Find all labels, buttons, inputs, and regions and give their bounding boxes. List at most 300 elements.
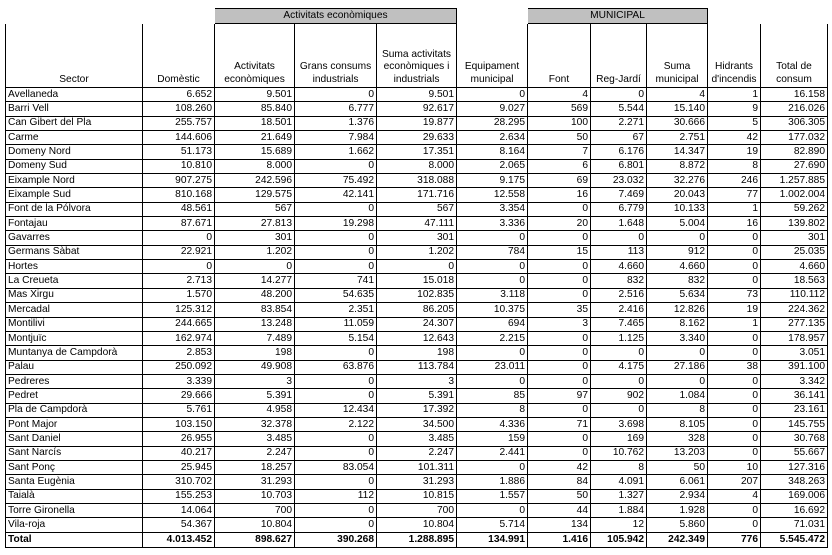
total-value: 105.942 — [591, 532, 647, 547]
value-cell: 0 — [295, 475, 377, 489]
value-cell: 50 — [528, 489, 591, 503]
table-row — [6, 389, 828, 403]
value-cell: 301 — [377, 231, 457, 245]
value-cell: 29.666 — [143, 389, 215, 403]
value-cell: 6.801 — [591, 159, 647, 173]
value-cell: 0 — [295, 202, 377, 216]
value-cell: 3.336 — [457, 217, 528, 231]
table-row — [6, 518, 828, 532]
value-cell: 25.945 — [143, 460, 215, 474]
value-cell: 87.671 — [143, 217, 215, 231]
value-cell: 832 — [591, 274, 647, 288]
value-cell: 113 — [591, 245, 647, 259]
value-cell: 244.665 — [143, 317, 215, 331]
value-cell: 83.854 — [215, 303, 295, 317]
value-cell: 0 — [295, 159, 377, 173]
value-cell: 5.004 — [647, 217, 708, 231]
value-cell: 0 — [295, 231, 377, 245]
value-cell: 8.164 — [457, 145, 528, 159]
value-cell: 3.340 — [647, 331, 708, 345]
value-cell: 4 — [708, 489, 761, 503]
value-cell: 0 — [295, 518, 377, 532]
value-cell: 19.298 — [295, 217, 377, 231]
value-cell: 77 — [708, 188, 761, 202]
sector-cell: Fontajau — [6, 217, 143, 231]
table-row — [6, 174, 828, 188]
sector-cell: Mas Xirgu — [6, 288, 143, 302]
table-row — [6, 432, 828, 446]
value-cell: 71 — [528, 417, 591, 431]
value-cell: 38 — [708, 360, 761, 374]
value-cell: 14.347 — [647, 145, 708, 159]
value-cell: 3.342 — [761, 374, 828, 388]
value-cell: 144.606 — [143, 131, 215, 145]
value-cell: 0 — [647, 374, 708, 388]
sector-cell: Taialà — [6, 489, 143, 503]
value-cell: 8.000 — [377, 159, 457, 173]
value-cell: 784 — [457, 245, 528, 259]
sector-cell: Torre Gironella — [6, 503, 143, 517]
value-cell: 0 — [295, 260, 377, 274]
value-cell: 15 — [528, 245, 591, 259]
value-cell: 12.826 — [647, 303, 708, 317]
column-header: Total de consum — [761, 24, 828, 88]
value-cell: 694 — [457, 317, 528, 331]
value-cell: 2.441 — [457, 446, 528, 460]
table-row — [6, 503, 828, 517]
total-value: 1.416 — [528, 532, 591, 547]
value-cell: 3.118 — [457, 288, 528, 302]
value-cell: 92.617 — [377, 102, 457, 116]
sector-cell: Carme — [6, 131, 143, 145]
value-cell: 0 — [528, 403, 591, 417]
value-cell: 6.061 — [647, 475, 708, 489]
value-cell: 902 — [591, 389, 647, 403]
value-cell: 145.755 — [761, 417, 828, 431]
value-cell: 1.084 — [647, 389, 708, 403]
column-header: Sector — [6, 24, 143, 88]
group-header-activitats: Activitats econòmiques — [215, 9, 457, 24]
sector-cell: Montjuïc — [6, 331, 143, 345]
value-cell: 36.141 — [761, 389, 828, 403]
value-cell: 0 — [708, 231, 761, 245]
value-cell: 328 — [647, 432, 708, 446]
value-cell: 10.133 — [647, 202, 708, 216]
value-cell: 22.921 — [143, 245, 215, 259]
value-cell: 15.018 — [377, 274, 457, 288]
value-cell: 567 — [215, 202, 295, 216]
value-cell: 34.500 — [377, 417, 457, 431]
value-cell: 51.173 — [143, 145, 215, 159]
value-cell: 5.391 — [377, 389, 457, 403]
value-cell: 4.175 — [591, 360, 647, 374]
value-cell: 169 — [591, 432, 647, 446]
value-cell: 13.248 — [215, 317, 295, 331]
value-cell: 318.088 — [377, 174, 457, 188]
value-cell: 0 — [528, 432, 591, 446]
value-cell: 4.091 — [591, 475, 647, 489]
value-cell: 9 — [708, 102, 761, 116]
value-cell: 2.516 — [591, 288, 647, 302]
sector-cell: Barri Vell — [6, 102, 143, 116]
value-cell: 2.713 — [143, 274, 215, 288]
value-cell: 301 — [215, 231, 295, 245]
value-cell: 27.690 — [761, 159, 828, 173]
value-cell: 0 — [708, 417, 761, 431]
value-cell: 0 — [708, 374, 761, 388]
value-cell: 306.305 — [761, 116, 828, 130]
value-cell: 1.557 — [457, 489, 528, 503]
value-cell: 162.974 — [143, 331, 215, 345]
value-cell: 3.354 — [457, 202, 528, 216]
value-cell: 9.501 — [215, 88, 295, 102]
value-cell: 5.154 — [295, 331, 377, 345]
value-cell: 4 — [647, 88, 708, 102]
value-cell: 85.840 — [215, 102, 295, 116]
value-cell: 4.660 — [761, 260, 828, 274]
value-cell: 8 — [457, 403, 528, 417]
value-cell: 0 — [708, 260, 761, 274]
total-value: 1.288.895 — [377, 532, 457, 547]
value-cell: 3.485 — [215, 432, 295, 446]
value-cell: 19 — [708, 145, 761, 159]
value-cell: 10.375 — [457, 303, 528, 317]
value-cell: 10.762 — [591, 446, 647, 460]
table-row — [6, 202, 828, 216]
value-cell: 907.275 — [143, 174, 215, 188]
value-cell: 0 — [457, 374, 528, 388]
table-row — [6, 102, 828, 116]
value-cell: 21.649 — [215, 131, 295, 145]
value-cell: 391.100 — [761, 360, 828, 374]
value-cell: 1.202 — [377, 245, 457, 259]
table-row — [6, 475, 828, 489]
sector-cell: Sant Narcís — [6, 446, 143, 460]
value-cell: 73 — [708, 288, 761, 302]
value-cell: 7.489 — [215, 331, 295, 345]
value-cell: 100 — [528, 116, 591, 130]
column-header: Font — [528, 24, 591, 88]
value-cell: 5 — [708, 116, 761, 130]
value-cell: 0 — [647, 346, 708, 360]
sector-cell: Font de la Pólvora — [6, 202, 143, 216]
value-cell: 198 — [215, 346, 295, 360]
total-label: Total — [6, 532, 143, 547]
value-cell: 15.140 — [647, 102, 708, 116]
sector-cell: Pedret — [6, 389, 143, 403]
value-cell: 2.215 — [457, 331, 528, 345]
value-cell: 0 — [528, 331, 591, 345]
value-cell: 82.890 — [761, 145, 828, 159]
value-cell: 17.351 — [377, 145, 457, 159]
value-cell: 0 — [528, 360, 591, 374]
value-cell: 110.112 — [761, 288, 828, 302]
value-cell: 19.877 — [377, 116, 457, 130]
value-cell: 112 — [295, 489, 377, 503]
table-row — [6, 274, 828, 288]
value-cell: 1.570 — [143, 288, 215, 302]
value-cell: 0 — [528, 274, 591, 288]
table-row — [6, 88, 828, 102]
value-cell: 101.311 — [377, 460, 457, 474]
value-cell: 29.633 — [377, 131, 457, 145]
value-cell: 16 — [708, 217, 761, 231]
sector-cell: Palau — [6, 360, 143, 374]
value-cell: 102.835 — [377, 288, 457, 302]
value-cell: 912 — [647, 245, 708, 259]
value-cell: 44 — [528, 503, 591, 517]
value-cell: 1.884 — [591, 503, 647, 517]
value-cell: 103.150 — [143, 417, 215, 431]
column-header: Equipament municipal — [457, 24, 528, 88]
value-cell: 0 — [528, 446, 591, 460]
table-row — [6, 360, 828, 374]
value-cell: 277.135 — [761, 317, 828, 331]
value-cell: 30.768 — [761, 432, 828, 446]
value-cell: 27.813 — [215, 217, 295, 231]
value-cell: 48.200 — [215, 288, 295, 302]
value-cell: 250.092 — [143, 360, 215, 374]
value-cell: 12.643 — [377, 331, 457, 345]
value-cell: 0 — [457, 503, 528, 517]
table-row — [6, 374, 828, 388]
value-cell: 108.260 — [143, 102, 215, 116]
value-cell: 0 — [295, 346, 377, 360]
value-cell: 10.703 — [215, 489, 295, 503]
value-cell: 0 — [708, 432, 761, 446]
value-cell: 8.105 — [647, 417, 708, 431]
value-cell: 14.277 — [215, 274, 295, 288]
value-cell: 84 — [528, 475, 591, 489]
sector-cell: Montilivi — [6, 317, 143, 331]
value-cell: 8 — [708, 159, 761, 173]
value-cell: 4.336 — [457, 417, 528, 431]
value-cell: 0 — [295, 374, 377, 388]
value-cell: 3.698 — [591, 417, 647, 431]
value-cell: 198 — [377, 346, 457, 360]
table-row — [6, 288, 828, 302]
value-cell: 12.558 — [457, 188, 528, 202]
table-row — [6, 317, 828, 331]
value-cell: 69 — [528, 174, 591, 188]
value-cell: 19 — [708, 303, 761, 317]
table-row — [6, 217, 828, 231]
value-cell: 3.339 — [143, 374, 215, 388]
sector-cell: Domeny Sud — [6, 159, 143, 173]
table-row — [6, 260, 828, 274]
value-cell: 0 — [528, 346, 591, 360]
value-cell: 30.666 — [647, 116, 708, 130]
value-cell: 12.434 — [295, 403, 377, 417]
value-cell: 16.692 — [761, 503, 828, 517]
sector-cell: Can Gibert del Pla — [6, 116, 143, 130]
value-cell: 8.000 — [215, 159, 295, 173]
total-value: 776 — [708, 532, 761, 547]
value-cell: 50 — [528, 131, 591, 145]
value-cell: 2.853 — [143, 346, 215, 360]
sector-cell: Sant Ponç — [6, 460, 143, 474]
value-cell: 0 — [143, 231, 215, 245]
value-cell: 0 — [295, 88, 377, 102]
value-cell: 0 — [528, 288, 591, 302]
value-cell: 42 — [528, 460, 591, 474]
table-row — [6, 460, 828, 474]
value-cell: 2.065 — [457, 159, 528, 173]
value-cell: 23.011 — [457, 360, 528, 374]
value-cell: 567 — [377, 202, 457, 216]
value-cell: 85 — [457, 389, 528, 403]
value-cell: 0 — [591, 374, 647, 388]
value-cell: 741 — [295, 274, 377, 288]
column-header: Suma municipal — [647, 24, 708, 88]
value-cell: 700 — [215, 503, 295, 517]
value-cell: 3 — [377, 374, 457, 388]
value-cell: 55.667 — [761, 446, 828, 460]
value-cell: 75.492 — [295, 174, 377, 188]
value-cell: 42 — [708, 131, 761, 145]
value-cell: 1.125 — [591, 331, 647, 345]
value-cell: 0 — [708, 331, 761, 345]
column-header: Activitats econòmiques — [215, 24, 295, 88]
value-cell: 0 — [528, 260, 591, 274]
value-cell: 159 — [457, 432, 528, 446]
value-cell: 86.205 — [377, 303, 457, 317]
value-cell: 216.026 — [761, 102, 828, 116]
value-cell: 0 — [708, 346, 761, 360]
sector-cell: Mercadal — [6, 303, 143, 317]
column-header: Hidrants d'incendis — [708, 24, 761, 88]
value-cell: 0 — [457, 88, 528, 102]
value-cell: 2.416 — [591, 303, 647, 317]
value-cell: 5.714 — [457, 518, 528, 532]
value-cell: 0 — [215, 260, 295, 274]
value-cell: 0 — [457, 460, 528, 474]
value-cell: 171.716 — [377, 188, 457, 202]
value-cell: 9.027 — [457, 102, 528, 116]
value-cell: 12 — [591, 518, 647, 532]
value-cell: 810.168 — [143, 188, 215, 202]
value-cell: 301 — [761, 231, 828, 245]
value-cell: 16.158 — [761, 88, 828, 102]
table-body — [6, 88, 828, 548]
value-cell: 26.955 — [143, 432, 215, 446]
value-cell: 50 — [647, 460, 708, 474]
total-value: 5.545.472 — [761, 532, 828, 547]
sector-cell: Sant Daniel — [6, 432, 143, 446]
value-cell: 20 — [528, 217, 591, 231]
value-cell: 832 — [647, 274, 708, 288]
value-cell: 134 — [528, 518, 591, 532]
value-cell: 67 — [591, 131, 647, 145]
value-cell: 42.141 — [295, 188, 377, 202]
total-value: 134.991 — [457, 532, 528, 547]
value-cell: 13.203 — [647, 446, 708, 460]
value-cell: 1.376 — [295, 116, 377, 130]
group-header-municipal: MUNICIPAL — [528, 9, 708, 24]
value-cell: 7.465 — [591, 317, 647, 331]
total-value: 898.627 — [215, 532, 295, 547]
value-cell: 0 — [708, 274, 761, 288]
value-cell: 32.276 — [647, 174, 708, 188]
value-cell: 0 — [708, 389, 761, 403]
value-cell: 129.575 — [215, 188, 295, 202]
value-cell: 5.860 — [647, 518, 708, 532]
value-cell: 177.032 — [761, 131, 828, 145]
value-cell: 1.886 — [457, 475, 528, 489]
value-cell: 255.757 — [143, 116, 215, 130]
value-cell: 0 — [647, 231, 708, 245]
value-cell: 9.501 — [377, 88, 457, 102]
value-cell: 8 — [647, 403, 708, 417]
value-cell: 1 — [708, 88, 761, 102]
table-row — [6, 331, 828, 345]
value-cell: 2.934 — [647, 489, 708, 503]
value-cell: 1 — [708, 202, 761, 216]
sector-cell: Pont Major — [6, 417, 143, 431]
table-row — [6, 417, 828, 431]
value-cell: 7 — [528, 145, 591, 159]
value-cell: 8.872 — [647, 159, 708, 173]
table-row — [6, 231, 828, 245]
table-row — [6, 159, 828, 173]
value-cell: 23.032 — [591, 174, 647, 188]
value-cell: 48.561 — [143, 202, 215, 216]
sector-cell: Avellaneda — [6, 88, 143, 102]
value-cell: 1.928 — [647, 503, 708, 517]
sector-cell: Vila-roja — [6, 518, 143, 532]
value-cell: 1 — [708, 317, 761, 331]
value-cell: 1.327 — [591, 489, 647, 503]
value-cell: 2.351 — [295, 303, 377, 317]
value-cell: 246 — [708, 174, 761, 188]
table-row — [6, 303, 828, 317]
value-cell: 0 — [708, 503, 761, 517]
value-cell: 2.122 — [295, 417, 377, 431]
value-cell: 0 — [295, 503, 377, 517]
value-cell: 224.362 — [761, 303, 828, 317]
total-value: 390.268 — [295, 532, 377, 547]
value-cell: 49.908 — [215, 360, 295, 374]
sector-cell: Muntanya de Campdorà — [6, 346, 143, 360]
value-cell: 1.662 — [295, 145, 377, 159]
table-row — [6, 346, 828, 360]
value-cell: 3 — [215, 374, 295, 388]
value-cell: 0 — [377, 260, 457, 274]
value-cell: 32.378 — [215, 417, 295, 431]
value-cell: 1.202 — [215, 245, 295, 259]
value-cell: 27.186 — [647, 360, 708, 374]
value-cell: 4 — [528, 88, 591, 102]
table-row — [6, 188, 828, 202]
column-header: Suma activitats econòmiques i industrials — [377, 24, 457, 88]
value-cell: 16 — [528, 188, 591, 202]
value-cell: 2.634 — [457, 131, 528, 145]
value-cell: 3.485 — [377, 432, 457, 446]
value-cell: 23.161 — [761, 403, 828, 417]
column-header: Grans consums industrials — [295, 24, 377, 88]
value-cell: 0 — [591, 346, 647, 360]
table-row — [6, 145, 828, 159]
value-cell: 0 — [591, 231, 647, 245]
value-cell: 10.810 — [143, 159, 215, 173]
value-cell: 207 — [708, 475, 761, 489]
value-cell: 5.761 — [143, 403, 215, 417]
value-cell: 25.035 — [761, 245, 828, 259]
column-header-row — [6, 24, 828, 88]
value-cell: 8 — [591, 460, 647, 474]
table-row — [6, 116, 828, 130]
value-cell: 0 — [457, 274, 528, 288]
